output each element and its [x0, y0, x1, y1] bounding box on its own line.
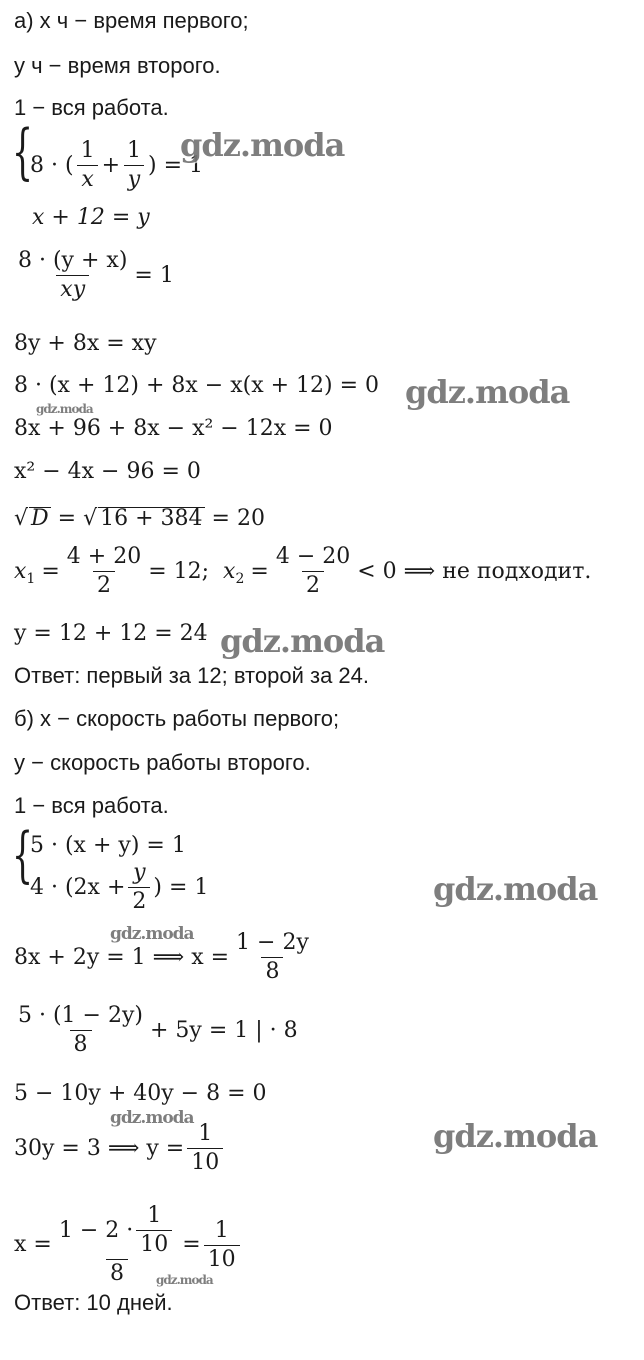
a-line-8: √ D = √ 16 + 384 = 20	[14, 506, 265, 531]
a-sys1-post: ) = 1	[148, 152, 203, 178]
a-roots-line: x $_1$ = $\frac{4 + 20}{2}$ = 12; x $_2$ = $\frac{4 - 20}{2}$ < 0 ⟹ не подходит.	[14, 544, 592, 598]
a-sqrt-disc: 16 + 384	[100, 506, 203, 531]
watermark: gdz.moda	[433, 1117, 598, 1155]
b-l8-rnum: 1	[214, 1217, 229, 1243]
b-l8-lhs: x =	[14, 1232, 52, 1257]
b-line-3: 1 − вся работа.	[14, 793, 169, 818]
b-system-eq-2	[30, 862, 208, 913]
a-line-5: 8 · (x + 12) + 8x − x(x + 12) = 0	[14, 373, 380, 398]
b-line-6: 5 − 10y + 40y − 8 = 0	[14, 1081, 267, 1106]
system-brace-b: {	[12, 820, 34, 890]
a-sqrt-rhs: = 20	[211, 506, 265, 531]
a-x2-den: 2	[302, 571, 324, 597]
b-l5-den: 8	[70, 1030, 92, 1056]
b-l5-num: 5 · (1 − 2y)	[18, 1003, 143, 1028]
a-system-eq-2: x + 12 = y	[32, 205, 150, 230]
b-l5-rhs: + 5y = 1 | · 8	[150, 1017, 298, 1043]
watermark: gdz.moda	[110, 924, 194, 944]
a-x1-den: 2	[93, 571, 115, 597]
b-l4-den: 8	[261, 957, 283, 983]
b-line-7	[14, 1123, 226, 1174]
a-line-4: 8y + 8x = xy	[14, 331, 157, 356]
watermark: gdz.moda	[180, 126, 345, 164]
b-l8-rfrac	[204, 1217, 240, 1272]
b-l5-frac	[14, 1005, 147, 1056]
a-line-1: а) x ч − время первого;	[14, 8, 249, 33]
watermark: gdz.moda	[36, 402, 93, 416]
b-line-5	[14, 1005, 298, 1056]
a-sqrt-d: D	[31, 506, 49, 531]
b-line-2: y − скорость работы второго.	[14, 750, 311, 775]
a-sys1-frac-y: $\frac{1}{y}$	[123, 140, 145, 191]
b-system-eq-1: 5 · (x + y) = 1	[30, 833, 186, 858]
watermark: gdz.moda	[156, 1273, 213, 1287]
b-answer: Ответ: 10 дней.	[14, 1290, 173, 1315]
a-x1-frac	[63, 546, 145, 597]
a-x2-frac	[272, 546, 354, 597]
a-sys1-frac-x: $\frac{1}{x}$	[77, 140, 99, 191]
b-l7-den: 10	[187, 1148, 223, 1174]
a-line-3: 1 − вся работа.	[14, 95, 169, 120]
a-frac-main	[14, 250, 131, 301]
watermark: gdz.moda	[405, 373, 570, 411]
a-answer: Ответ: первый за 12; второй за 24.	[14, 663, 370, 688]
a-line-9: y = 12 + 12 = 24	[14, 621, 208, 646]
a-line-2: y ч − время второго.	[14, 53, 221, 78]
a-line-6: 8x + 96 + 8x − x² − 12x = 0	[14, 416, 333, 441]
watermark: gdz.moda	[220, 622, 385, 660]
b-sys2-frac	[128, 862, 150, 913]
b-l8-eq: =	[182, 1232, 201, 1257]
b-l4-num: 1 − 2y	[236, 930, 309, 955]
b-l7-num: 1	[198, 1121, 213, 1146]
b-l4-frac	[232, 932, 313, 983]
b-l8-rden: 10	[204, 1245, 240, 1271]
a-frac-num: 8 · (y + x)	[18, 248, 128, 273]
a-system-eq-1: 8 · ( $\frac{1}{x}$ + $\frac{1}{y}$ ) = 1	[30, 138, 203, 192]
watermark: gdz.moda	[433, 870, 598, 908]
a-frac-rhs: = 1	[134, 262, 174, 288]
watermark: gdz.moda	[110, 1108, 194, 1128]
a-x2-rhs: < 0 ⟹ не подходит.	[357, 558, 592, 584]
b-sys2-fden: 2	[128, 887, 150, 913]
b-l7-lhs: 30y = 3 ⟹ y =	[14, 1135, 185, 1161]
a-sys1-pre: 8 · (	[30, 152, 74, 178]
a-line-7: x² − 4x − 96 = 0	[14, 459, 201, 484]
b-l8-num	[55, 1205, 179, 1259]
a-x1-num: 4 + 20	[66, 544, 142, 569]
b-sys2-fnum: y	[133, 860, 146, 885]
b-l8-num-pre: 1 − 2 ·	[58, 1217, 134, 1243]
b-l7-frac	[187, 1123, 223, 1174]
system-brace-a: {	[12, 117, 34, 187]
a-x1-rhs: = 12;	[148, 558, 210, 584]
a-frac-equation	[14, 250, 174, 301]
b-line-1: б) x − скорость работы первого;	[14, 706, 340, 731]
b-l8-den: 8	[106, 1259, 128, 1285]
a-x2-num: 4 − 20	[275, 544, 351, 569]
b-l4-lhs: 8x + 2y = 1 ⟹ x =	[14, 944, 230, 970]
b-l8-num-fnum: 1	[147, 1203, 162, 1228]
b-l8-num-frac	[136, 1205, 172, 1256]
b-l8-num-fden: 10	[136, 1230, 172, 1256]
a-frac-den: xy	[56, 275, 89, 301]
b-sys2-pre: 4 · (2x +	[30, 874, 126, 900]
b-sys2-post: ) = 1	[153, 874, 209, 900]
